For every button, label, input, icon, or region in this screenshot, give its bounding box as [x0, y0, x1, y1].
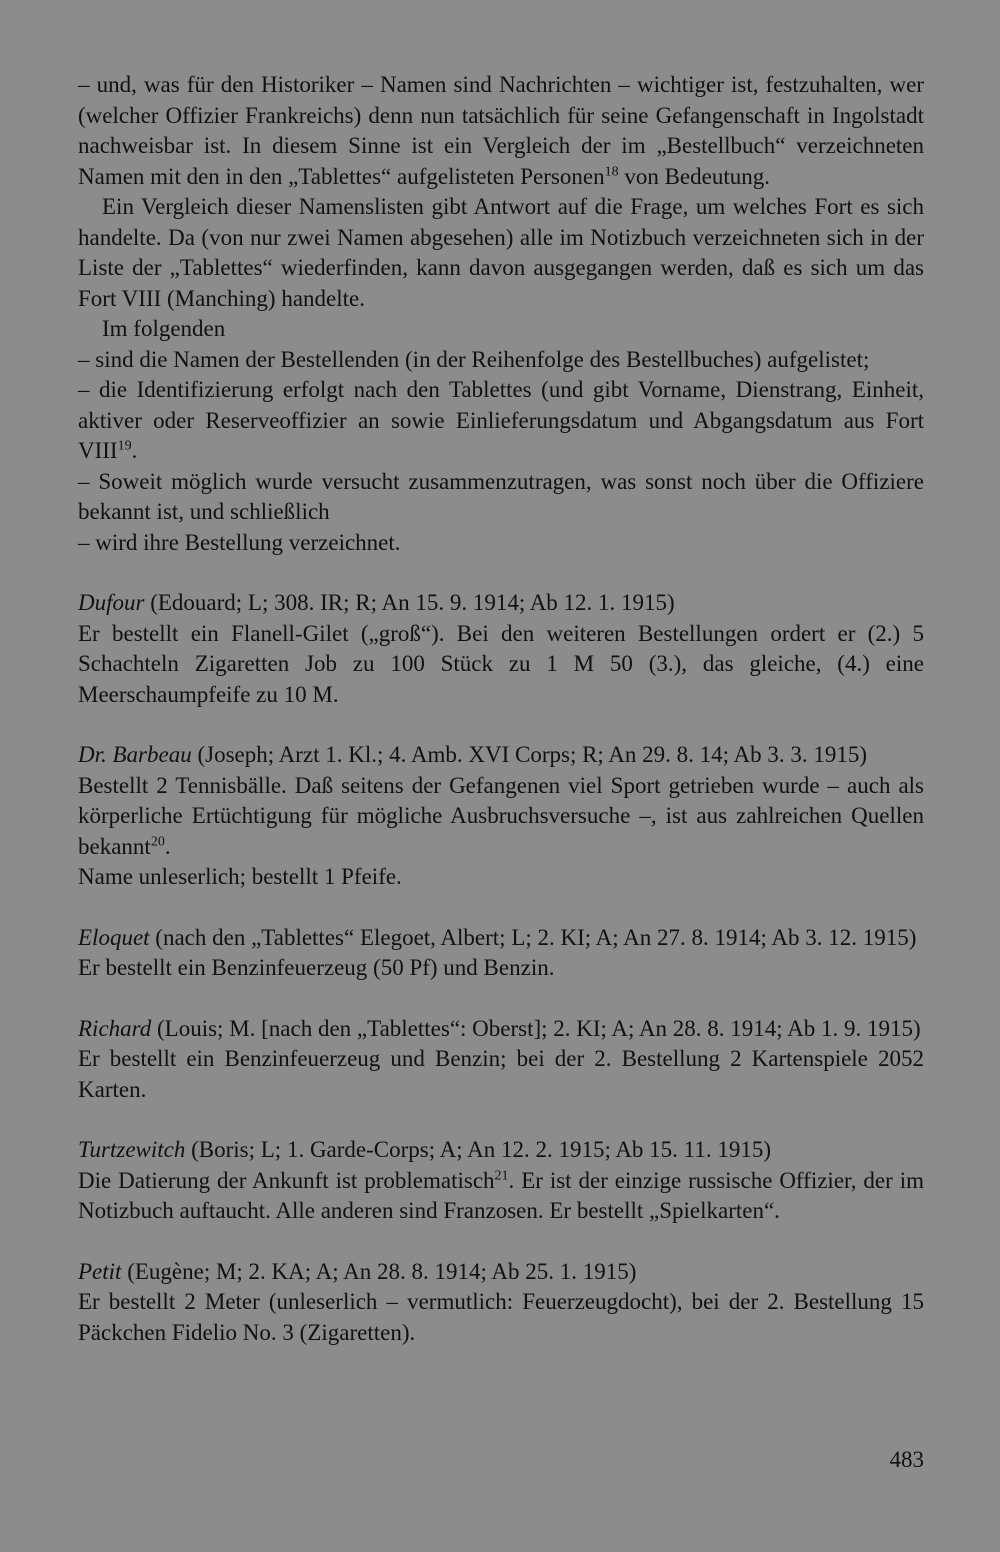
text-span: . Er ist der einzige russische Offizier, der im Notizbuch auftaucht. Alle anderen sind Franzosen. Er bestellt „Spielkarten“.	[78, 1167, 924, 1223]
entry-heading	[78, 1257, 924, 1288]
entry-text: Er bestellt ein Benzinfeuerzeug (50 Pf) und Benzin.	[78, 955, 555, 980]
officer-details: (Boris; L; 1. Garde-Corps; A; An 12. 2. 1915; Ab 15. 11. 1915)	[185, 1137, 771, 1162]
officer-name: Eloquet	[78, 924, 150, 950]
text-span: von Bedeutung.	[618, 163, 770, 189]
entry-text: Er bestellt 2 Meter (unleserlich – vermutlich: Feuerzeugdocht), bei der 2. Bestellung 15 Päckchen Fidelio No. 3 (Zigaretten).	[78, 1289, 924, 1345]
officer-details: (Louis; M. [nach den „Tablettes“: Oberst]; 2. KI; A; An 28. 8. 1914; Ab 1. 9. 1915)	[151, 1015, 921, 1041]
officer-name: Richard	[78, 1015, 152, 1041]
intro-paragraph-1	[78, 70, 924, 192]
entry-text	[78, 771, 924, 863]
officer-name: Dufour	[78, 590, 145, 615]
officer-name: Turtzewitch	[78, 1137, 186, 1162]
footnote-ref[interactable]: 20	[150, 833, 165, 849]
officer-details: (Edouard; L; 308. IR; R; An 15. 9. 1914; Ab 12. 1. 1915)	[144, 590, 675, 615]
entry-heading	[78, 740, 924, 771]
officer-name: Petit	[78, 1258, 122, 1284]
section-gap	[78, 1227, 924, 1257]
entry-text	[78, 1166, 924, 1227]
officer-details: (Joseph; Arzt 1. Kl.; 4. Amb. XVI Corps; R; An 29. 8. 14; Ab 3. 3. 1915)	[191, 742, 868, 767]
officer-details: (nach den „Tablettes“ Elegoet, Albert; L; 2. KI; A; An 27. 8. 1914; Ab 3. 12. 1915)	[149, 924, 917, 950]
intro-paragraph-3: Im folgenden	[102, 316, 226, 341]
entry-extra: Name unleserlich; bestellt 1 Pfeife.	[78, 864, 402, 889]
footnote-ref[interactable]: 19	[117, 438, 132, 454]
text-span: .	[164, 833, 171, 859]
section-gap	[78, 1105, 924, 1135]
page-body	[78, 70, 924, 1348]
section-gap	[78, 984, 924, 1014]
text-span: .	[131, 438, 138, 463]
entry-heading	[78, 1135, 924, 1166]
list-item-1: – sind die Namen der Bestellenden (in der Reihenfolge des Bestellbuches) aufgelistet;	[78, 346, 870, 372]
entry-heading	[78, 588, 924, 619]
officer-details: (Eugène; M; 2. KA; A; An 28. 8. 1914; Ab 25. 1. 1915)	[121, 1258, 637, 1284]
section-gap	[78, 893, 924, 923]
entry-heading	[78, 923, 924, 954]
text-span: – und, was für den Historiker – Namen sind Nachrichten – wichtiger ist, festzuhalten, wer (welcher Offizier Frankreichs) denn nun tatsächlich für seine Gefangenschaft in Ingolstadt nachweisbar ist. In diesem Sinne ist ein Vergleich der im „Bestellbuch“ verzeichneten Namen mit den in den „Tablettes“ aufgelisteten Personen	[78, 72, 924, 189]
officer-name: Dr. Barbeau	[78, 742, 192, 767]
page-number: 483	[889, 1447, 924, 1472]
text-span: – die Identifizierung erfolgt nach den Tablettes (und gibt Vorname, Dienstrang, Einheit, aktiver oder Reserveoffizier an sowie Einlieferungsdatum und Abgangsdatum aus Fort VIII	[78, 377, 924, 463]
list-item-2	[78, 375, 924, 467]
entry-text: Er bestellt ein Flanell-Gilet („groß“). Bei den weiteren Bestellungen ordert er (2.) 5 Schachteln Zigaretten Job zu 100 Stück zu 1 M 50 (3.), das gleiche, (4.) eine Meerschaumpfeife zu 10 M.	[78, 620, 924, 707]
entry-heading	[78, 1014, 924, 1045]
section-gap	[78, 558, 924, 588]
list-item-3: – Soweit möglich wurde versucht zusammenzutragen, was sonst noch über die Offiziere bekannt ist, und schließlich	[78, 468, 924, 524]
text-span: Bestellt 2 Tennisbälle. Daß seitens der Gefangenen viel Sport getrieben wurde – auch als körperliche Ertüchtigung für mögliche Ausbruchsversuche –, ist aus zahlreichen Quellen bekannt	[78, 772, 924, 859]
list-item-4: – wird ihre Bestellung verzeichnet.	[78, 529, 401, 555]
entry-text: Er bestellt ein Benzinfeuerzeug und Benzin; bei der 2. Bestellung 2 Kartenspiele 2052 Karten.	[78, 1046, 924, 1102]
text-span: Die Datierung der Ankunft ist problematisch	[78, 1167, 495, 1193]
footnote-ref[interactable]: 21	[494, 1167, 509, 1183]
footnote-ref[interactable]: 18	[604, 163, 619, 179]
intro-paragraph-2: Ein Vergleich dieser Namenslisten gibt Antwort auf die Frage, um welches Fort es sich handelte. Da (von nur zwei Namen abgesehen) alle im Notizbuch verzeichneten sich in der Liste der „Tablettes“ wiederfinden, kann davon ausgegangen werden, daß es sich um das Fort VIII (Manching) handelte.	[78, 194, 924, 311]
section-gap	[78, 710, 924, 740]
